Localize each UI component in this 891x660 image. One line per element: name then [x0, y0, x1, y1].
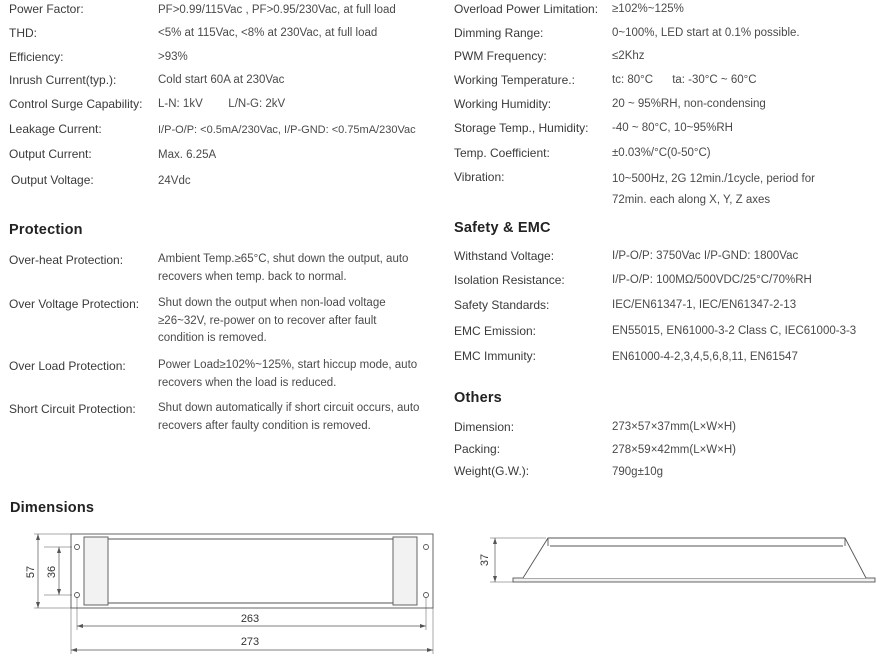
spec-value: Max. 6.25A [158, 149, 217, 161]
spec-label: THD: [9, 26, 37, 40]
protection-label: Short Circuit Protection: [9, 402, 136, 416]
protection-label: Over Voltage Protection: [9, 297, 140, 311]
safety-value: I/P-O/P: 100MΩ/500VDC/25°C/70%RH [612, 274, 812, 286]
spec-label: Output Current: [9, 147, 92, 161]
protection-value: Power Load≥102%~125%, start hiccup mode, auto recovers when the load is reduced. [158, 359, 418, 389]
dim-label-273: 273 [240, 636, 260, 648]
side-base-plate [513, 578, 875, 582]
spec-value: 20 ~ 95%RH, non-condensing [612, 98, 766, 110]
spec-label: Inrush Current(typ.): [9, 73, 117, 87]
spec-label: Leakage Current: [9, 122, 102, 136]
side-body-profile [523, 538, 866, 578]
spec-value: <5% at 115Vac, <8% at 230Vac, at full load [158, 27, 378, 39]
spec-value: ≤2Khz [612, 50, 645, 62]
safety-value: IEC/EN61347-1, IEC/EN61347-2-13 [612, 299, 797, 311]
spec-label: Efficiency: [9, 50, 64, 64]
spec-value: I/P-O/P: <0.5mA/230Vac, I/P-GND: <0.75mA/230Vac [158, 124, 416, 136]
protection-label: Over Load Protection: [9, 359, 126, 373]
end-cap-right [393, 537, 417, 605]
spec-value: 10~500Hz, 2G 12min./1cycle, period for 72min. each along X, Y, Z axes [612, 173, 815, 206]
others-label: Dimension: [454, 420, 515, 434]
spec-value: ≥102%~125% [612, 3, 684, 15]
spec-label: PWM Frequency: [454, 49, 547, 63]
dim-label-263: 263 [240, 613, 260, 625]
safety-value: EN61000-4-2,3,4,5,6,8,11, EN61547 [612, 351, 798, 363]
side-view-drawing [470, 520, 891, 660]
others-heading: Others [454, 390, 502, 406]
spec-value: ±0.03%/°C(0-50°C) [612, 147, 711, 159]
spec-label: Control Surge Capability: [9, 97, 143, 111]
spec-label: Output Voltage: [11, 173, 94, 187]
dim-label-57: 57 [25, 565, 37, 579]
others-value: 273×57×37mm(L×W×H) [612, 421, 737, 433]
others-value: 790g±10g [612, 466, 664, 478]
spec-value: tc: 80°C ta: -30°C ~ 60°C [612, 74, 757, 86]
safety-label: EMC Immunity: [454, 349, 537, 363]
spec-value: L-N: 1kV L/N-G: 2kV [158, 98, 286, 110]
spec-value: PF>0.99/115Vac , PF>0.95/230Vac, at full load [158, 4, 396, 16]
others-label: Weight(G.W.): [454, 464, 530, 478]
spec-label: Temp. Coefficient: [454, 146, 550, 160]
protection-value: Ambient Temp.≥65°C, shut down the output, auto recovers when temp. back to normal. [158, 253, 409, 283]
spec-label: Dimming Range: [454, 26, 544, 40]
dim-label-37: 37 [479, 553, 491, 567]
others-value: 278×59×42mm(L×W×H) [612, 444, 737, 456]
safety-label: Safety Standards: [454, 298, 550, 312]
safety-value: I/P-O/P: 3750Vac I/P-GND: 1800Vac [612, 250, 799, 262]
spec-label: Power Factor: [9, 2, 84, 16]
spec-value: Cold start 60A at 230Vac [158, 74, 285, 86]
spec-value: >93% [158, 51, 188, 63]
driver-body-outline [71, 534, 433, 608]
spec-label: Working Temperature.: [454, 73, 575, 87]
spec-value: 0~100%, LED start at 0.1% possible. [612, 27, 800, 39]
safety-value: EN55015, EN61000-3-2 Class C, IEC61000-3-3 [612, 325, 857, 337]
spec-label: Overload Power Limitation: [454, 2, 599, 16]
dimensions-heading: Dimensions [10, 500, 95, 516]
dim-label-36: 36 [46, 565, 58, 579]
spec-label: Storage Temp., Humidity: [454, 121, 589, 135]
others-label: Packing: [454, 442, 501, 456]
protection-value: Shut down automatically if short circuit occurs, auto recovers after faulty condition is removed. [158, 402, 420, 432]
spec-value: -40 ~ 80°C, 10~95%RH [612, 122, 733, 134]
protection-heading: Protection [9, 222, 83, 238]
safety-label: EMC Emission: [454, 324, 537, 338]
top-view-drawing [0, 520, 450, 660]
spec-label: Vibration: [454, 170, 505, 184]
protection-label: Over-heat Protection: [9, 253, 124, 267]
spec-label: Working Humidity: [454, 97, 552, 111]
safety-label: Withstand Voltage: [454, 249, 555, 263]
safety-emc-heading: Safety & EMC [454, 220, 551, 236]
protection-value: Shut down the output when non-load voltage ≥26~32V, re-power on to recover after fault condition is removed. [158, 297, 386, 344]
safety-label: Isolation Resistance: [454, 273, 565, 287]
spec-value: 24Vdc [158, 175, 191, 187]
end-cap-left [84, 537, 108, 605]
